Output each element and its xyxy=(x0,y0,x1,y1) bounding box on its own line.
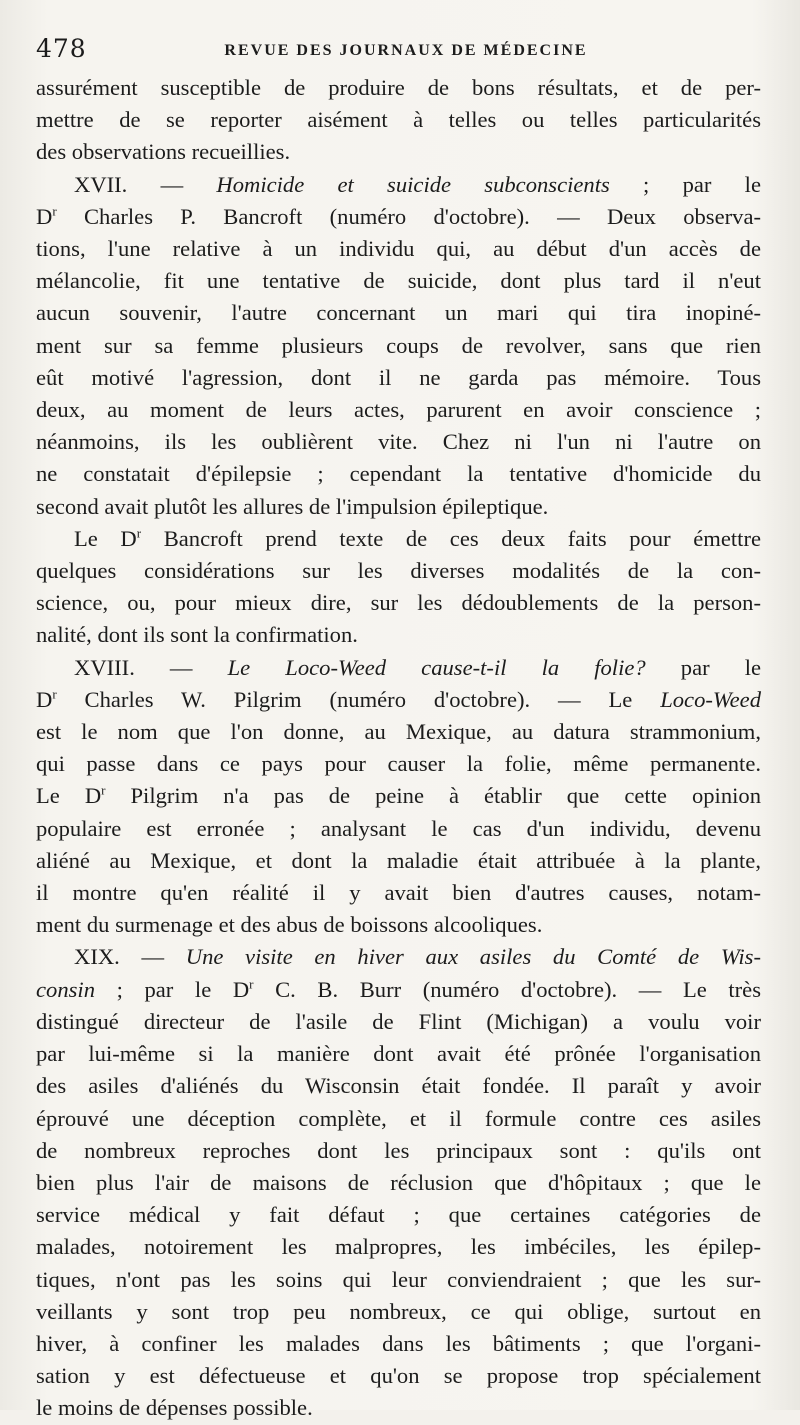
text-run: Charles P. Bancroft (numéro d'octobre). — Deux observa- xyxy=(56,203,761,229)
text-line: second avait plutôt les allures de l'impulsion épileptique. xyxy=(36,493,549,519)
superscript: r xyxy=(52,686,57,702)
text-line: quelques considérations sur les diverses modalités de la con- xyxy=(36,558,761,584)
text-line: de nombreux reproches dont les principaux sont : qu'ils ont xyxy=(36,1137,761,1163)
text-line: néanmoins, ils les oublièrent vite. Chez ni l'un ni l'autre on xyxy=(36,429,761,455)
text-run: XVII. — xyxy=(74,171,217,197)
text-line xyxy=(36,169,761,201)
superscript: r xyxy=(101,782,106,798)
text-run: Pilgrim n'a pas de peine à établir que cette opinion xyxy=(105,783,761,809)
text-line: aucun souvenir, l'autre concernant un mari qui tira inopiné- xyxy=(36,300,761,326)
text-run: C. B. Burr (numéro d'octobre). — Le très xyxy=(253,976,761,1002)
page-number: 478 xyxy=(36,34,87,63)
text-line xyxy=(36,652,761,684)
text-line: bien plus l'air de maisons de réclusion que d'hôpitaux ; que le xyxy=(36,1169,761,1195)
text-line: hiver, à confiner les malades dans les bâtiments ; que l'organi- xyxy=(36,1330,761,1356)
text-run: D xyxy=(36,203,53,229)
text-line: tiques, n'ont pas les soins qui leur conviendraient ; que les sur- xyxy=(36,1266,761,1292)
text-line: qui passe dans ce pays pour causer la folie, même permanente. xyxy=(36,751,761,777)
text-run: XIX. — xyxy=(74,944,186,970)
text-run: Le D xyxy=(74,525,137,551)
text-run: XVIII. — xyxy=(74,654,228,680)
text-line: mélancolie, fit une tentative de suicide, dont plus tard il n'eut xyxy=(36,268,761,294)
text-line: veillants y sont trop peu nombreux, ce qui oblige, surtout en xyxy=(36,1298,761,1324)
text-line xyxy=(36,974,761,1006)
text-run: D xyxy=(36,686,53,712)
text-run: ; par le xyxy=(609,171,761,197)
text-line xyxy=(36,684,761,716)
italic-title: Loco-Weed xyxy=(660,686,761,712)
text-line xyxy=(36,523,761,555)
text-line: il montre qu'en réalité il y avait bien d'autres causes, notam- xyxy=(36,880,761,906)
text-line: par lui-même si la manière dont avait été prônée l'organisation xyxy=(36,1041,761,1067)
italic-title: Une visite en hiver aux asiles du Comté de Wis- xyxy=(185,944,761,970)
text-line xyxy=(36,941,761,973)
italic-title: Le Loco-Weed cause-t-il la folie? xyxy=(227,654,646,680)
text-run: Bancroft prend texte de ces deux faits pour émettre xyxy=(141,525,761,551)
superscript: r xyxy=(52,203,57,219)
text-line: ment sur sa femme plusieurs coups de revolver, sans que rien xyxy=(36,332,761,358)
text-line: mettre de se reporter aisément à telles ou telles particularités xyxy=(36,107,761,133)
text-line: deux, au moment de leurs actes, parurent en avoir conscience ; xyxy=(36,397,761,423)
text-run: ; par le D xyxy=(95,976,250,1002)
text-line: des observations recueillies. xyxy=(36,139,291,165)
text-line: est le nom que l'on donne, au Mexique, au datura strammonium, xyxy=(36,719,761,745)
superscript: r xyxy=(136,525,142,541)
text-line: ment du surmenage et des abus de boissons alcooliques. xyxy=(36,912,543,938)
text-line: eût motivé l'agression, dont il ne garda pas mémoire. Tous xyxy=(36,364,761,390)
text-line: distingué directeur de l'asile de Flint (Michigan) a voulu voir xyxy=(36,1008,761,1034)
text-line: populaire est erronée ; analysant le cas d'un individu, devenu xyxy=(36,815,761,841)
text-line: le moins de dépenses possible. xyxy=(36,1395,313,1421)
italic-title: Homicide et suicide subconscients xyxy=(216,171,610,197)
text-line: ne constatait d'épilepsie ; cependant la tentative d'homicide du xyxy=(36,461,761,487)
text-line: des asiles d'aliénés du Wisconsin était fondée. Il paraît y avoir xyxy=(36,1073,761,1099)
text-line: éprouvé une déception complète, et il formule contre ces asiles xyxy=(36,1105,761,1131)
text-line xyxy=(36,201,761,233)
page-header xyxy=(36,26,776,66)
italic-title: consin xyxy=(36,976,95,1002)
text-line: sation y est défectueuse et qu'on se propose trop spécialement xyxy=(36,1363,761,1389)
text-run: Le D xyxy=(36,783,102,809)
text-run: par le xyxy=(645,654,761,680)
text-line: tions, l'une relative à un individu qui, au début d'un accès de xyxy=(36,236,761,262)
text-line: science, ou, pour mieux dire, sur les dédoublements de la person- xyxy=(36,590,761,616)
text-line: assurément susceptible de produire de bons résultats, et de per- xyxy=(36,75,761,100)
text-run: Charles W. Pilgrim (numéro d'octobre). — Le xyxy=(56,686,661,712)
text-line: malades, notoirement les malpropres, les imbéciles, les épilep- xyxy=(36,1234,761,1260)
text-line: nalité, dont ils sont la confirmation. xyxy=(36,622,358,648)
body-text xyxy=(36,72,761,1425)
text-line: aliéné au Mexique, et dont la maladie était attribuée à la plante, xyxy=(36,847,761,873)
text-line xyxy=(36,780,761,812)
superscript: r xyxy=(249,976,254,992)
text-line: service médical y fait défaut ; que certaines catégories de xyxy=(36,1202,761,1228)
running-title: REVUE DES JOURNAUX DE MÉDECINE xyxy=(224,42,588,59)
